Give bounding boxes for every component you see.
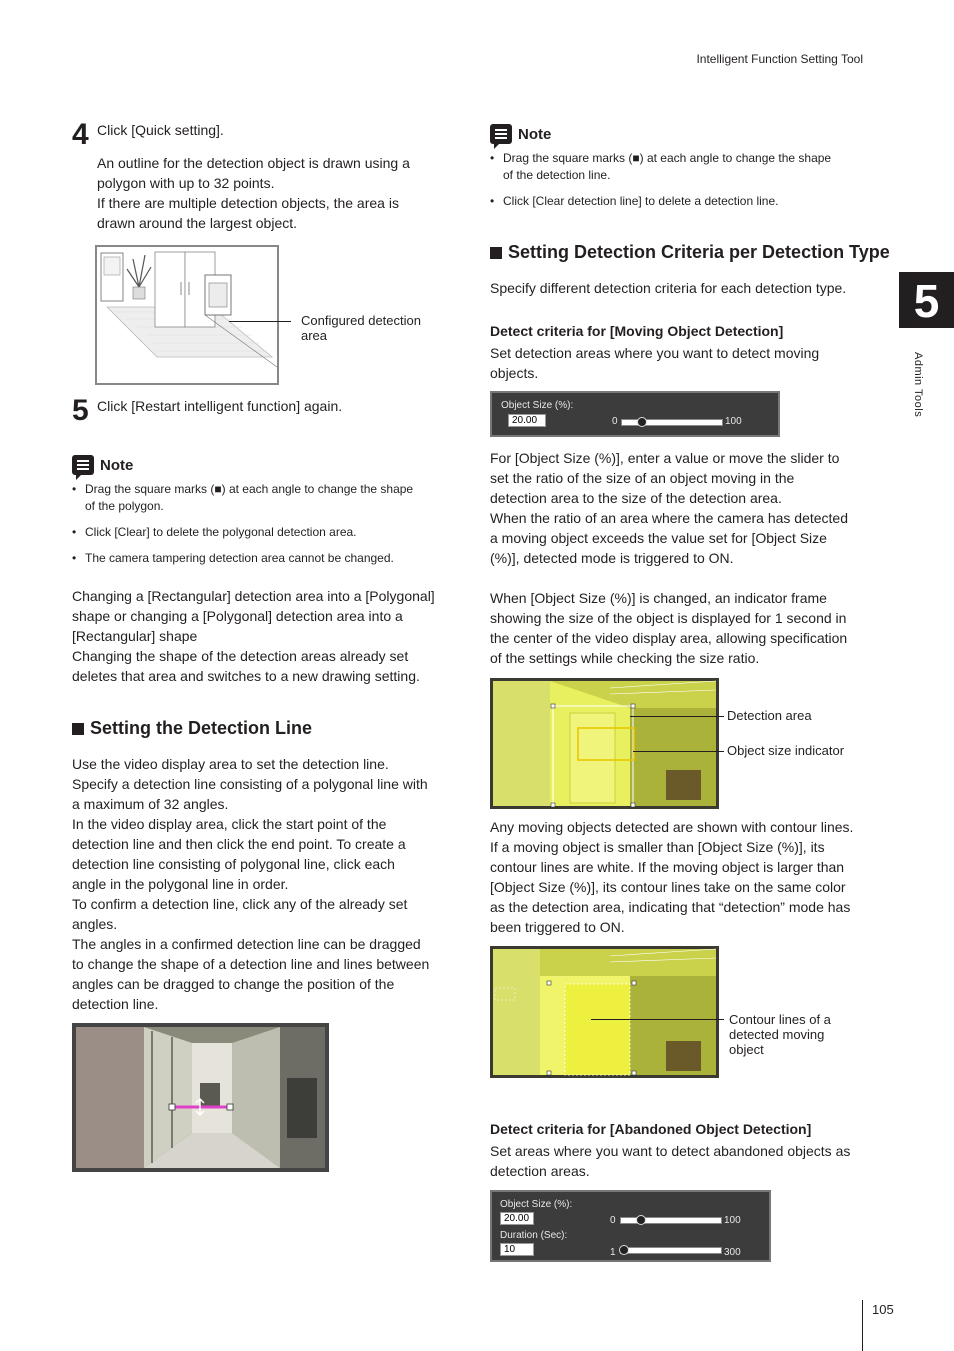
- object-size-panel: [490, 391, 780, 437]
- body-line: [Object Size (%)], its contour lines take on the same color: [490, 879, 846, 895]
- callout-detection-area: Detection area: [727, 708, 812, 723]
- page-number: 105: [872, 1302, 894, 1317]
- note-heading: [490, 124, 551, 144]
- abandoned-intro: [490, 1141, 870, 1181]
- abandoned-object-subtitle: Detect criteria for [Abandoned Object Detection]: [490, 1121, 812, 1137]
- object-size-input[interactable]: 20.00: [500, 1212, 534, 1225]
- slider-knob[interactable]: [636, 1215, 646, 1225]
- step-5-title: Click [Restart intelligent function] again.: [97, 398, 343, 414]
- body-line: In the video display area, click the start point of the: [72, 816, 387, 832]
- note-text: • The camera tampering detection area cannot be changed.: [85, 551, 394, 565]
- body-line: To confirm a detection line, click any of the already set: [72, 896, 408, 912]
- note-title: Note: [518, 125, 552, 143]
- body-line: detection areas.: [490, 1163, 590, 1179]
- callout-object-size-indicator: Object size indicator: [727, 743, 845, 758]
- duration-input[interactable]: 10: [500, 1243, 534, 1256]
- body-line: Specify a detection line consisting of a polygonal line with: [72, 776, 428, 792]
- callout-line: object: [729, 1042, 764, 1057]
- note-list: [72, 481, 452, 576]
- note-icon: [490, 124, 512, 144]
- body-line: Set areas where you want to detect abandoned objects as: [490, 1143, 851, 1159]
- detection-area-screenshot[interactable]: [490, 678, 719, 809]
- body-line: as the detection area, indicating that “detection” mode has: [490, 899, 851, 915]
- section-title-text: Setting the Detection Line: [90, 718, 313, 738]
- body-line: objects.: [490, 365, 539, 381]
- note-text: of the polygon.: [85, 499, 164, 513]
- change-shape-title: [Rectangular] shape: [72, 628, 198, 644]
- body-line: showing the size of the object is displayed for 1 second in: [490, 610, 847, 626]
- body-line: set the ratio of the size of an object moving in the: [490, 470, 795, 486]
- change-shape-title: Changing a [Rectangular] detection area into a [Polygonal]: [72, 588, 435, 604]
- step-4-body: [97, 153, 447, 233]
- step-4-body-line: drawn around the largest object.: [97, 215, 298, 231]
- body-line: a moving object exceeds the value set for [Object Size: [490, 530, 827, 546]
- change-shape-body: Changing the shape of the detection areas already set: [72, 648, 409, 664]
- detection-line-screenshot[interactable]: [72, 1023, 329, 1172]
- callout-line: detected moving: [729, 1027, 825, 1042]
- note-text: of the detection line.: [503, 168, 611, 182]
- corridor-image: [72, 1023, 329, 1172]
- callout-leader: [633, 751, 724, 752]
- detection-line-body: [72, 754, 452, 1014]
- moving-para-2: [490, 588, 870, 668]
- slider-min-label: 0: [612, 416, 618, 427]
- body-line: been triggered to ON.: [490, 919, 625, 935]
- room-sketch: [97, 247, 277, 383]
- slider-min-label: 0: [610, 1215, 616, 1226]
- step-4-body-line: An outline for the detection object is drawn using a: [97, 155, 410, 171]
- callout-line: Configured detection: [301, 313, 421, 328]
- body-line: If a moving object is smaller than [Object Size (%)], its: [490, 839, 825, 855]
- change-shape-title: shape or changing a [Polygonal] detection area into a: [72, 608, 403, 624]
- callout-line: area: [301, 328, 328, 343]
- step-4-title: Click [Quick setting].: [97, 122, 224, 138]
- body-line: to change the shape of a detection line and lines between: [72, 956, 430, 972]
- note-text: • Drag the square marks (■) at each angle to change the shape: [503, 151, 832, 165]
- section-square-icon: [72, 723, 84, 735]
- slider-min-label: 1: [610, 1247, 616, 1258]
- slider-knob[interactable]: [637, 417, 647, 427]
- slider-max-label: 300: [724, 1247, 741, 1258]
- body-line: The angles in a confirmed detection line can be dragged: [72, 936, 421, 952]
- body-line: Any moving objects detected are shown with contour lines.: [490, 819, 854, 835]
- chapter-tab[interactable]: 5: [899, 272, 954, 328]
- step-4-number: 4: [72, 118, 89, 151]
- moving-intro: [490, 343, 870, 383]
- callout-leader: [591, 1019, 724, 1020]
- callout-leader: [630, 716, 724, 717]
- step-5-number: 5: [72, 394, 89, 427]
- callout-leader: [229, 321, 291, 322]
- change-shape-block: [72, 586, 452, 686]
- note-text: • Click [Clear] to delete the polygonal detection area.: [85, 525, 357, 539]
- body-line: angles.: [72, 916, 118, 932]
- duration-slider[interactable]: [620, 1247, 722, 1254]
- body-line: For [Object Size (%)], enter a value or move the slider to: [490, 450, 840, 466]
- section-criteria-title: [490, 242, 890, 263]
- note-text: • Drag the square marks (■) at each angle to change the shape: [85, 482, 414, 496]
- moving-para-3: [490, 817, 870, 937]
- slider-max-label: 100: [724, 1215, 741, 1226]
- body-line: detection area to the size of the detection area.: [490, 490, 782, 506]
- criteria-intro: Specify different detection criteria for each detection type.: [490, 280, 847, 296]
- running-header: Intelligent Function Setting Tool: [696, 52, 863, 66]
- note-item: [72, 550, 452, 567]
- note-title: Note: [100, 456, 134, 474]
- body-line: Set detection areas where you want to detect moving: [490, 345, 820, 361]
- moving-para-1: [490, 448, 870, 568]
- callout-contour-lines: [729, 1012, 831, 1057]
- body-line: of the settings while checking the size ratio.: [490, 650, 760, 666]
- abandoned-panel: [490, 1190, 771, 1262]
- body-line: When [Object Size (%)] is changed, an indicator frame: [490, 590, 827, 606]
- slider-max-label: 100: [725, 416, 742, 427]
- object-size-label: Object Size (%):: [501, 400, 574, 411]
- yellow-scene: [490, 678, 719, 809]
- section-square-icon: [490, 247, 502, 259]
- callout-line: Contour lines of a: [729, 1012, 831, 1027]
- moving-object-subtitle: Detect criteria for [Moving Object Detection]: [490, 323, 784, 339]
- callout-configured-area: [301, 313, 421, 343]
- note-item: [72, 524, 452, 541]
- object-size-input[interactable]: 20.00: [508, 414, 546, 427]
- slider-knob[interactable]: [619, 1245, 629, 1255]
- body-line: When the ratio of an area where the camera has detected: [490, 510, 848, 526]
- note-heading: [72, 455, 133, 475]
- contour-screenshot[interactable]: [490, 946, 719, 1078]
- body-line: the center of the video display area, allowing specification: [490, 630, 848, 646]
- body-line: angle in the polygonal line in order.: [72, 876, 289, 892]
- step-4-body-line: If there are multiple detection objects, the area is: [97, 195, 399, 211]
- step-4-body-line: polygon with up to 32 points.: [97, 175, 275, 191]
- note-list: [490, 150, 870, 219]
- body-line: a maximum of 32 angles.: [72, 796, 229, 812]
- change-shape-body: deletes that area and switches to a new drawing setting.: [72, 668, 420, 684]
- detection-area-illustration: [95, 245, 279, 385]
- note-text: • Click [Clear detection line] to delete a detection line.: [503, 194, 779, 208]
- contour-scene: [490, 946, 719, 1078]
- duration-label: Duration (Sec):: [500, 1230, 568, 1241]
- body-line: detection line consisting of polygonal line, click each: [72, 856, 395, 872]
- section-title-text: Setting Detection Criteria per Detection Type: [508, 242, 890, 262]
- body-line: contour lines are white. If the moving object is larger than: [490, 859, 845, 875]
- section-detection-line-title: [72, 718, 312, 739]
- body-line: Use the video display area to set the detection line.: [72, 756, 389, 772]
- object-size-label: Object Size (%):: [500, 1199, 573, 1210]
- body-line: angles can be dragged to change the position of the: [72, 976, 395, 992]
- note-item: [490, 193, 870, 210]
- body-line: (%)], detected mode is triggered to ON.: [490, 550, 734, 566]
- chapter-side-label: Admin Tools: [912, 352, 924, 418]
- note-item: [490, 150, 870, 184]
- page-number-rule: [862, 1300, 863, 1351]
- note-icon: [72, 455, 94, 475]
- body-line: detection line.: [72, 996, 159, 1012]
- body-line: detection line and then click the end point. To create a: [72, 836, 406, 852]
- note-item: [72, 481, 452, 515]
